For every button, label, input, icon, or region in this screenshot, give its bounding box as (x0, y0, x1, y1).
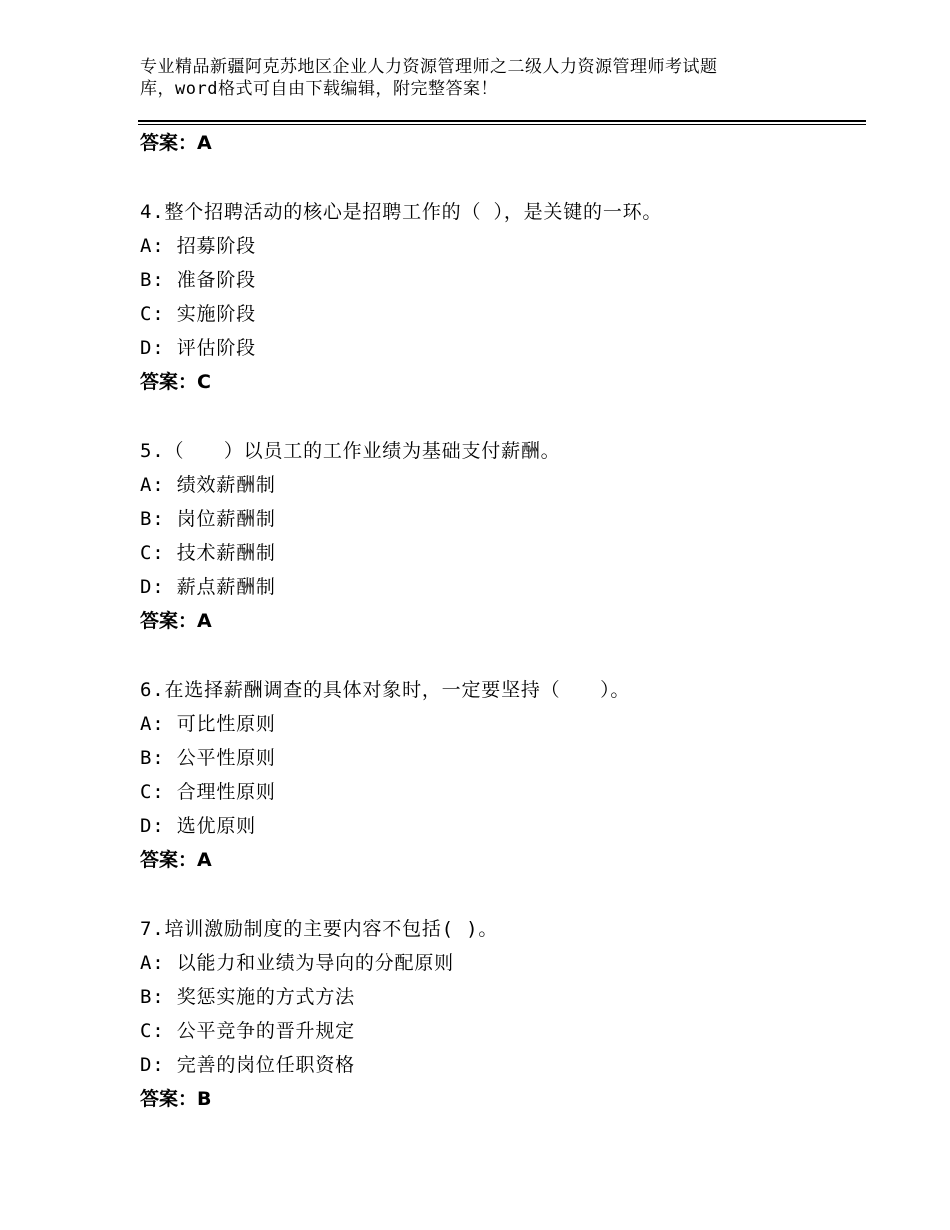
question-6-answer: 答案：A (140, 849, 212, 871)
question-5-stem: 5.（ ）以员工的工作业绩为基础支付薪酬。 (140, 440, 561, 462)
header-line-1: 专业精品新疆阿克苏地区企业人力资源管理师之二级人力资源管理师考试题 (140, 57, 718, 77)
question-6-option-a: A: 可比性原则 (140, 713, 276, 735)
question-4-option-b: B: 准备阶段 (140, 269, 256, 291)
question-7-option-a: A: 以能力和业绩为导向的分配原则 (140, 952, 454, 974)
question-4-option-c: C: 实施阶段 (140, 303, 256, 325)
question-6-option-c: C: 合理性原则 (140, 781, 276, 803)
question-4-stem: 4.整个招聘活动的核心是招聘工作的（ ），是关键的一环。 (140, 201, 663, 223)
question-6-stem: 6.在选择薪酬调查的具体对象时，一定要坚持（ ）。 (140, 679, 631, 701)
question-4-option-a: A: 招募阶段 (140, 235, 256, 257)
question-7-option-b: B: 奖惩实施的方式方法 (140, 986, 355, 1008)
document-header (140, 56, 800, 100)
question-7-answer: 答案：B (140, 1088, 212, 1110)
question-5-option-b: B: 岗位薪酬制 (140, 508, 276, 530)
question-6-option-d: D: 选优原则 (140, 815, 256, 837)
question-4-option-d: D: 评估阶段 (140, 337, 256, 359)
question-5-option-a: A: 绩效薪酬制 (140, 474, 276, 496)
header-line-2: 库，word格式可自由下载编辑，附完整答案！ (140, 79, 498, 99)
question-7-option-d: D: 完善的岗位任职资格 (140, 1054, 355, 1076)
question-7-stem: 7.培训激励制度的主要内容不包括( )。 (140, 918, 499, 940)
question-6-option-b: B: 公平性原则 (140, 747, 276, 769)
header-rule-thin (138, 124, 866, 125)
question-7-option-c: C: 公平竞争的晋升规定 (140, 1020, 355, 1042)
question-5-option-d: D: 薪点薪酬制 (140, 576, 276, 598)
answer-3: 答案：A (140, 132, 212, 154)
question-5-option-c: C: 技术薪酬制 (140, 542, 276, 564)
header-rule-thick (138, 120, 866, 122)
question-4-answer: 答案：C (140, 371, 211, 393)
question-5-answer: 答案：A (140, 610, 212, 632)
